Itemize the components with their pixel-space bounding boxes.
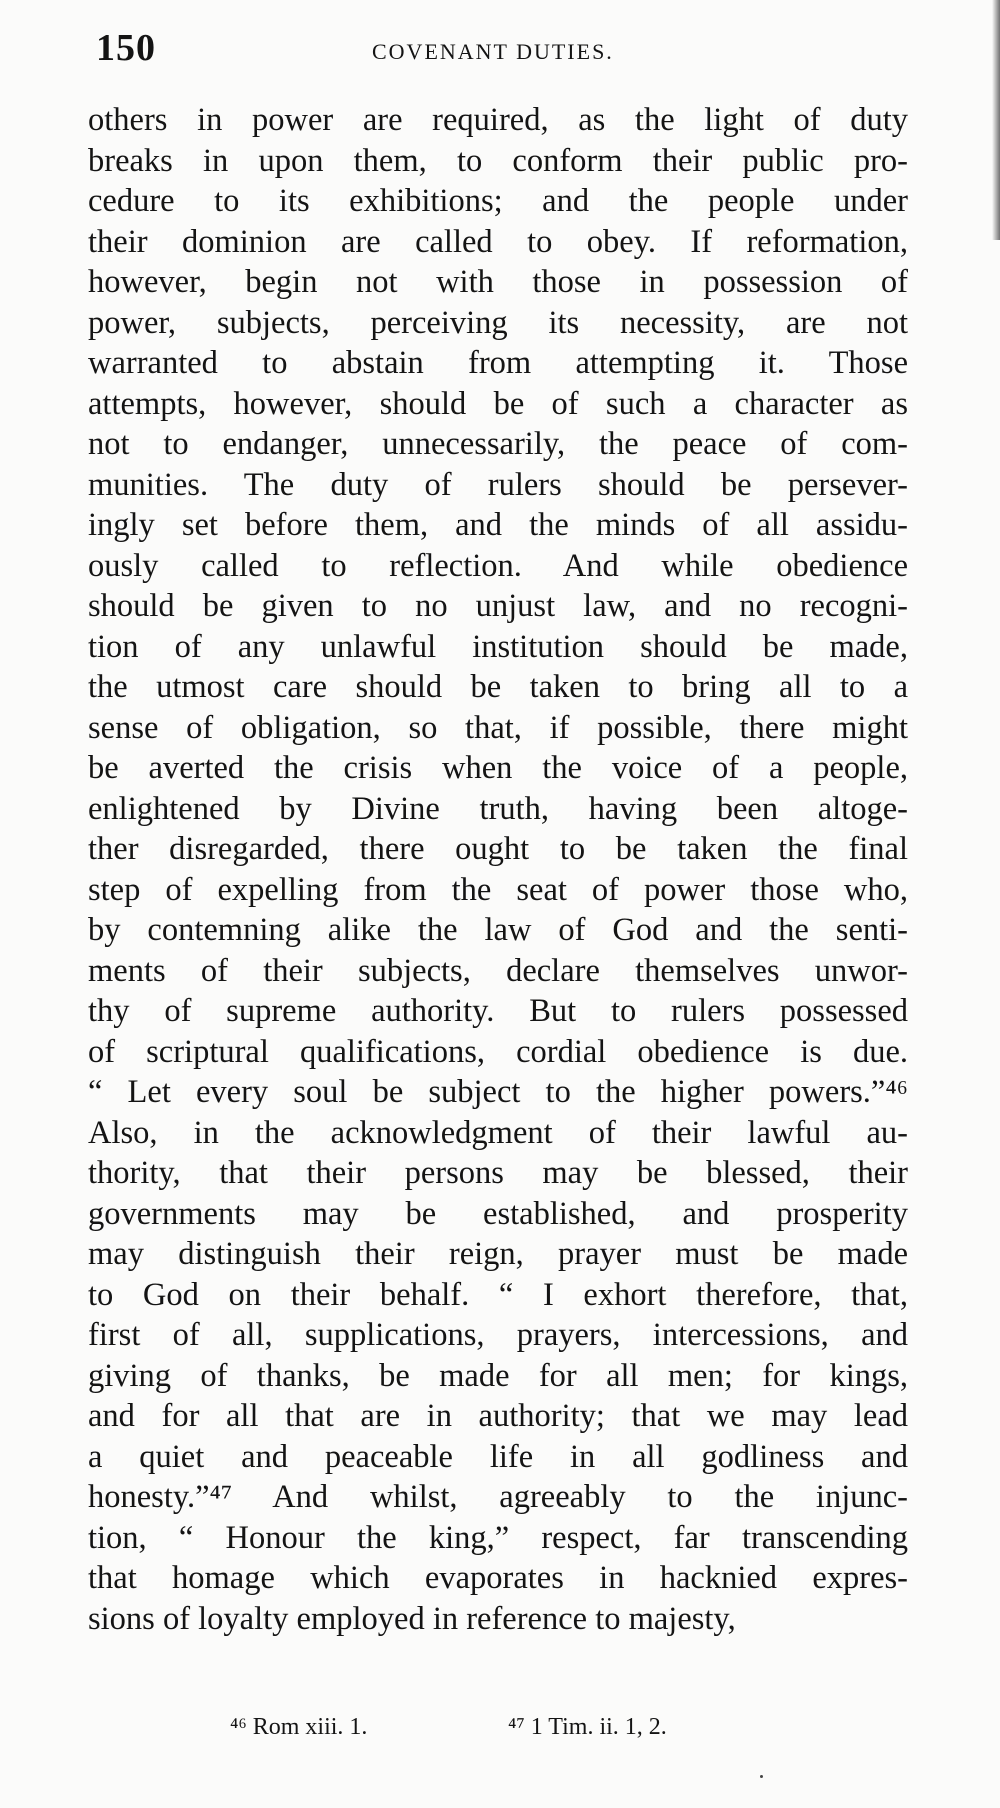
text-line: by contemning alike the law of God and the senti- <box>88 912 908 948</box>
text-line: should be given to no unjust law, and no recogni- <box>88 588 908 624</box>
text-line: that homage which evaporates in hacknied expres- <box>88 1560 908 1596</box>
text-line: attempts, however, should be of such a character as <box>88 385 908 422</box>
text-line: and for all that are in authority; that we may lead <box>88 1398 908 1434</box>
text-line: honesty.”⁴⁷ And whilst, agreeably to the injunc- <box>88 1479 908 1515</box>
text-line: of scriptural qualifications, cordial obedience is due. <box>88 1033 908 1070</box>
text-line: the utmost care should be taken to bring all to a <box>88 669 908 705</box>
text-line: ther disregarded, there ought to be taken the final <box>88 831 908 867</box>
page-number: 150 <box>96 27 156 69</box>
text-line: not to endanger, unnecessarily, the peace of com- <box>88 426 908 462</box>
ink-speck <box>760 1775 763 1778</box>
text-line: ments of their subjects, declare themselves unwor- <box>88 952 908 989</box>
footnote-47: ⁴⁷ 1 Tim. ii. 1, 2. <box>508 1714 667 1740</box>
text-line: giving of thanks, be made for all men; for kings, <box>88 1357 908 1394</box>
text-line: sions of loyalty employed in reference to majesty, <box>88 1600 736 1637</box>
text-line: sense of obligation, so that, if possible, there might <box>88 709 908 746</box>
text-line: to God on their behalf. “ I exhort therefore, that, <box>88 1276 908 1313</box>
text-line: tion of any unlawful institution should be made, <box>88 628 908 665</box>
text-line: Also, in the acknowledgment of their lawful au- <box>88 1114 908 1151</box>
text-line: munities. The duty of rulers should be persever- <box>88 466 908 503</box>
text-line: breaks in upon them, to conform their public pro- <box>88 142 908 179</box>
text-line: cedure to its exhibitions; and the people under <box>88 183 908 219</box>
text-line: warranted to abstain from attempting it. Those <box>88 345 908 381</box>
running-head <box>96 26 896 76</box>
text-line: tion, “ Honour the king,” respect, far transcending <box>88 1519 908 1556</box>
text-line: governments may be established, and prosperity <box>88 1195 908 1232</box>
footnote-46: ⁴⁶ Rom xiii. 1. <box>230 1714 368 1740</box>
text-line: enlightened by Divine truth, having been altoge- <box>88 790 908 827</box>
text-line: power, subjects, perceiving its necessity, are not <box>88 304 908 341</box>
running-title: COVENANT DUTIES. <box>372 39 614 64</box>
text-line: “ Let every soul be subject to the higher powers.”⁴⁶ <box>88 1074 908 1110</box>
text-line: be averted the crisis when the voice of a people, <box>88 750 908 786</box>
text-line: thy of supreme authority. But to rulers possessed <box>88 993 908 1029</box>
text-line: others in power are required, as the light of duty <box>88 102 908 138</box>
text-line: ously called to reflection. And while obedience <box>88 547 908 584</box>
text-line: however, begin not with those in possession of <box>88 264 908 300</box>
text-line: ingly set before them, and the minds of all assidu- <box>88 507 908 543</box>
text-line: step of expelling from the seat of power those who, <box>88 871 908 908</box>
text-line: a quiet and peaceable life in all godliness and <box>88 1438 908 1475</box>
body-text <box>88 100 908 1639</box>
text-line: may distinguish their reign, prayer must be made <box>88 1236 908 1272</box>
text-line: thority, that their persons may be blessed, their <box>88 1155 908 1191</box>
page-edge-shadow <box>992 0 1000 240</box>
text-line: their dominion are called to obey. If reformation, <box>88 223 908 260</box>
text-line: first of all, supplications, prayers, intercessions, and <box>88 1317 908 1353</box>
